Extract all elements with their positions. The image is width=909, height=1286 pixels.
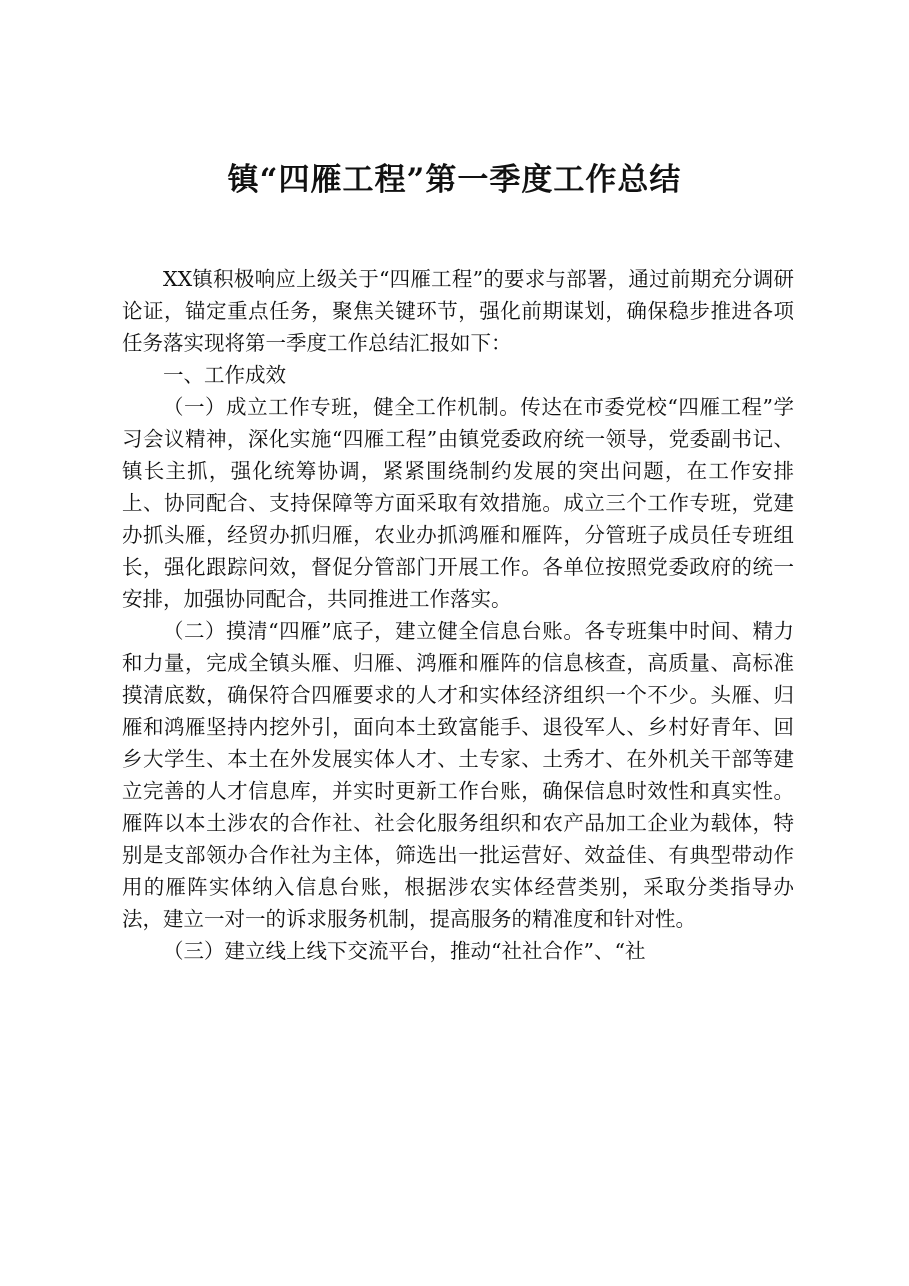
document-body: [122, 263, 794, 967]
paragraph-exchange-platform: （三）建立线上线下交流平台，推动“社社合作”、“社: [163, 939, 646, 963]
paragraph-info-ledger: （二）摸清“四雁”底子，建立健全信息台账。各专班集中时间、精力和力量，完成全镇头雁、归雁、鸿雁和雁阵的信息核查，高质量、高标准摸清底数，确保符合四雁要求的人才和实体经济组织一个不少。头雁、归雁和鸿雁坚持内挖外引，面向本土致富能手、退役军人、乡村好青年、回乡大学生、本土在外发展实体人才、土专家、土秀才、在外机关干部等建立完善的人才信息库，并实时更新工作台账，确保信息时效性和真实性。雁阵以本土涉农的合作社、社会化服务组织和农产品加工企业为载体，特别是支部领办合作社为主体，筛选出一批运营好、效益佳、有典型带动作用的雁阵实体纳入信息台账，根据涉农实体经营类别，采取分类指导办法，建立一对一的诉求服务机制，提高服务的精准度和针对性。: [122, 619, 794, 931]
paragraph-work-team: （一）成立工作专班，健全工作机制。传达在市委党校“四雁工程”学习会议精神，深化实施“四雁工程”由镇党委政府统一领导，党委副书记、镇长主抓，强化统筹协调，紧紧围绕制约发展的突出问题，在工作安排上、协同配合、支持保障等方面采取有效措施。成立三个工作专班，党建办抓头雁，经贸办抓归雁，农业办抓鸿雁和雁阵，分管班子成员任专班组长，强化跟踪问效，督促分管部门开展工作。各单位按照党委政府的统一安排，加强协同配合，共同推进工作落实。: [122, 395, 794, 611]
intro-paragraph: XX镇积极响应上级关于“四雁工程”的要求与部署，通过前期充分调研论证，锚定重点任务，聚焦关键环节，强化前期谋划，确保稳步推进各项任务落实现将第一季度工作总结汇报如下：: [122, 267, 794, 355]
document-title: 镇“四雁工程”第一季度工作总结: [227, 162, 682, 198]
section-heading-work-results: 一、工作成效: [163, 363, 286, 387]
